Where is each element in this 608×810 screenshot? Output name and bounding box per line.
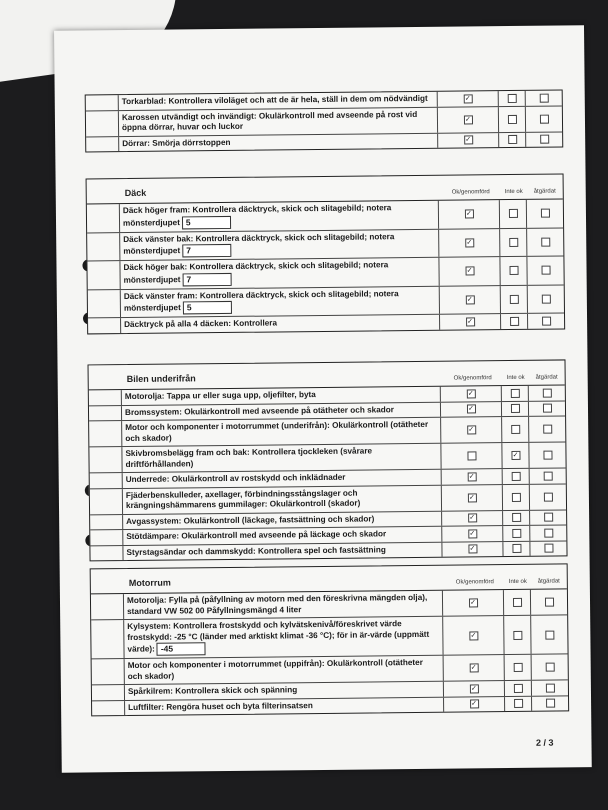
status-cell — [500, 257, 527, 285]
checklist-row — [91, 589, 567, 619]
status-cell — [442, 469, 503, 484]
checklist-row — [87, 227, 563, 260]
row-description-text: Motor och komponenter i motorrummet (uppifrån): Okulärkontroll (otätheter och skador) — [127, 657, 423, 681]
row-index-cell — [89, 421, 122, 446]
checkbox-ok[interactable]: ✓ — [469, 545, 476, 553]
checkbox-ok[interactable] — [467, 451, 476, 460]
checkbox-inte-ok[interactable] — [512, 598, 521, 607]
checkbox-inte-ok[interactable] — [511, 472, 520, 481]
row-description-text: Avgassystem: Okulärkontroll (läckage, fastsättning och skador) — [126, 513, 375, 526]
row-index-cell — [92, 701, 125, 716]
checkbox-inte-ok[interactable] — [511, 492, 520, 501]
status-cell — [504, 616, 531, 654]
checkbox-atgardat[interactable] — [546, 699, 555, 708]
checkbox-atgardat[interactable] — [541, 237, 550, 246]
checkbox-atgardat[interactable] — [545, 630, 554, 639]
status-cell — [442, 485, 503, 511]
checkbox-atgardat[interactable] — [539, 93, 548, 102]
row-description-text: Motorolja: Tappa ur eller suga upp, oljefilter, byta — [124, 390, 316, 402]
row-description-text: Luftfilter: Rengöra huset och byta filterinsatsen — [128, 700, 313, 712]
row-description — [124, 617, 443, 658]
checkbox-inte-ok[interactable] — [512, 544, 521, 553]
checklist-row — [89, 415, 565, 446]
status-cell — [526, 106, 562, 131]
status-cell — [530, 468, 566, 483]
status-cell — [444, 681, 505, 696]
section-engine-bay — [90, 563, 570, 716]
row-description — [121, 315, 440, 333]
status-cell — [438, 133, 499, 148]
checkbox-ok[interactable]: ✓ — [468, 473, 475, 481]
checkbox-inte-ok[interactable] — [512, 529, 521, 538]
status-cell — [530, 510, 566, 525]
status-cell — [502, 417, 529, 442]
measured-value-field[interactable]: 7 — [182, 244, 231, 258]
checkbox-ok[interactable]: ✓ — [471, 700, 478, 708]
col-header-atgardat: åtgärdat — [535, 374, 558, 381]
status-cell — [531, 589, 567, 614]
status-cell — [499, 91, 526, 106]
row-index-cell — [90, 530, 123, 545]
checkbox-ok[interactable]: ✓ — [466, 239, 473, 247]
checkbox-ok[interactable]: ✓ — [465, 136, 472, 144]
checkbox-ok[interactable]: ✓ — [469, 514, 476, 522]
row-description — [125, 656, 444, 684]
row-index-cell — [87, 204, 120, 232]
checklist-row — [92, 653, 568, 684]
status-cell — [503, 469, 530, 484]
checkbox-inte-ok[interactable] — [508, 135, 517, 144]
row-index-cell — [91, 594, 124, 619]
row-index-cell — [90, 546, 123, 561]
checkbox-ok[interactable]: ✓ — [465, 210, 472, 218]
checkbox-atgardat[interactable] — [543, 451, 552, 460]
status-cell — [443, 616, 504, 655]
checklist-row — [90, 483, 566, 514]
checkbox-inte-ok[interactable] — [509, 238, 518, 247]
checkbox-ok[interactable]: ✓ — [464, 95, 471, 103]
measured-value-field[interactable]: -45 — [157, 642, 206, 656]
checklist-row — [91, 614, 567, 658]
measured-value-field[interactable]: 5 — [182, 215, 231, 229]
row-index-cell — [91, 620, 124, 658]
row-description-text: Fjäderbenskulleder, axellager, förbindningsstångslager och krängningshämmarens gummilager: Okulärkontroll (skador) — [125, 488, 361, 511]
checkbox-atgardat[interactable] — [544, 544, 553, 553]
row-description-text: Motor och komponenter i motorrummet (underifrån): Okulärkontroll (otätheter och skador) — [125, 419, 429, 443]
checkbox-inte-ok[interactable] — [513, 684, 522, 693]
checkbox-ok[interactable]: ✓ — [466, 267, 473, 275]
status-cell — [530, 541, 566, 556]
checkbox-inte-ok[interactable] — [507, 114, 516, 123]
status-cell — [439, 229, 500, 257]
checkbox-inte-ok[interactable] — [510, 404, 519, 413]
checkbox-ok[interactable]: ✓ — [467, 390, 474, 398]
section-title: Däck — [124, 187, 147, 199]
row-index-cell — [89, 406, 122, 421]
row-description — [120, 229, 439, 260]
checkbox-atgardat[interactable] — [543, 471, 552, 480]
status-cell — [499, 132, 526, 147]
col-header-ok: Ok/genomförd — [455, 578, 494, 586]
row-description-text: Däck vänster bak: Kontrollera däcktryck, skick och slitagebild; notera mönsterdjupet — [123, 231, 395, 256]
col-header-inte-ok: Inte ok — [506, 374, 525, 381]
checkbox-inte-ok[interactable] — [513, 630, 522, 639]
checkbox-inte-ok[interactable] — [513, 663, 522, 672]
row-description-text: Bromssystem: Okulärkontroll med avseende på otätheter och skador — [124, 404, 394, 417]
checkbox-atgardat[interactable] — [542, 388, 551, 397]
row-index-cell — [90, 473, 123, 488]
checkbox-inte-ok[interactable] — [509, 266, 518, 275]
status-cell — [441, 443, 502, 469]
status-cell — [503, 541, 530, 556]
checkbox-inte-ok[interactable] — [511, 425, 520, 434]
status-cell — [505, 655, 532, 680]
checklist-row — [86, 105, 562, 136]
checkbox-inte-ok[interactable]: ✓ — [512, 451, 519, 459]
row-index-cell — [88, 318, 121, 333]
checkbox-ok[interactable]: ✓ — [468, 405, 474, 413]
checkbox-inte-ok[interactable] — [510, 389, 519, 398]
measured-value-field[interactable]: 5 — [183, 301, 232, 315]
col-header-ok: Ok/genomförd — [453, 374, 492, 382]
checkbox-ok[interactable]: ✓ — [470, 685, 477, 693]
row-description-text: Karossen utvändigt och invändigt: Okulärkontroll med avseende på rost vid öppna dörrar, huvar och luckor — [121, 109, 418, 133]
status-cell — [529, 416, 565, 441]
row-description-text: Spårkilrem: Kontrollera skick och spänning — [127, 685, 298, 697]
checkbox-atgardat[interactable] — [540, 135, 549, 144]
row-index-cell — [87, 261, 120, 289]
checkbox-inte-ok[interactable] — [512, 513, 521, 522]
row-description-text: Skivbromsbelägg fram och bak: Kontrollera tjockleken (svårare driftförhållanden) — [125, 446, 373, 469]
col-header-inte-ok: Inte ok — [504, 188, 523, 195]
row-description — [120, 201, 439, 232]
row-index-cell — [90, 515, 123, 530]
row-description-text: Däck höger bak: Kontrollera däcktryck, skick och slitagebild; notera mönsterdjupet — [123, 260, 389, 285]
checkbox-atgardat[interactable] — [544, 598, 553, 607]
checkbox-inte-ok[interactable] — [510, 317, 519, 326]
status-cell — [502, 386, 529, 401]
checkbox-inte-ok[interactable] — [509, 295, 518, 304]
row-description — [122, 418, 441, 446]
status-cell — [440, 286, 501, 314]
row-index-cell — [92, 659, 125, 684]
checkbox-atgardat[interactable] — [541, 294, 550, 303]
status-cell — [503, 510, 530, 525]
row-description-text: Stötdämpare: Okulärkontroll med avseende på läckage och skador — [126, 529, 387, 542]
status-cell — [503, 526, 530, 541]
row-description-text: Däcktryck på alla 4 däcken: Kontrollera — [124, 318, 278, 330]
checkbox-ok[interactable]: ✓ — [470, 664, 477, 672]
status-cell — [526, 90, 562, 105]
status-cell — [500, 228, 527, 256]
row-description-text: Däck höger fram: Kontrollera däcktryck, skick och slitagebild; notera mönsterdjupet — [122, 203, 392, 228]
row-description — [124, 591, 443, 619]
row-index-cell — [86, 95, 119, 110]
checkbox-atgardat[interactable] — [545, 663, 554, 672]
row-index-cell — [86, 111, 119, 136]
checklist-row — [88, 284, 564, 317]
checkbox-inte-ok[interactable] — [507, 94, 516, 103]
checkbox-atgardat[interactable] — [542, 404, 551, 413]
status-cell — [500, 200, 527, 228]
status-cell — [501, 314, 528, 329]
status-cell — [442, 511, 503, 526]
status-cell — [503, 484, 530, 509]
col-header-ok: Ok/genomförd — [451, 188, 490, 196]
row-description-text: Kylsystem: Kontrollera frostskydd och kylvätskenivå/föreskrivet värde frostskydd: -25 °C (länder med arktiskt klimat -36 °C); för in är-värde (uppmätt värde): — [127, 619, 430, 654]
row-description-text: Styrstagsändar och dammskydd: Kontrollera spel och fastsättning — [126, 544, 386, 557]
col-header-inte-ok: Inte ok — [508, 578, 527, 585]
row-description — [125, 697, 444, 715]
checkbox-inte-ok[interactable] — [514, 699, 523, 708]
row-description-text: Däck vänster fram: Kontrollera däcktryck, skick och slitagebild; notera mönsterdjupet — [123, 288, 399, 313]
row-description-text: Torkarblad: Kontrollera viloläget och att de är hela, ställ in dem om nödvändigt — [121, 93, 428, 107]
checklist-page — [54, 25, 592, 773]
checklist-row — [87, 255, 563, 288]
status-cell — [438, 91, 499, 106]
status-cell — [440, 314, 501, 329]
status-cell — [529, 385, 565, 400]
row-description-text: Motorolja: Fylla på (påfyllning av motorn med den föreskrivna mängden olja), standard VW 502 00 Påfyllningsmängd 4 liter — [126, 592, 428, 616]
checkbox-atgardat[interactable] — [543, 425, 552, 434]
status-cell — [442, 542, 503, 557]
checkbox-ok[interactable]: ✓ — [468, 493, 475, 501]
status-cell — [528, 285, 564, 313]
status-cell — [529, 442, 565, 467]
row-description — [121, 286, 440, 317]
status-cell — [439, 200, 500, 228]
status-cell — [442, 526, 503, 541]
status-cell — [499, 106, 526, 131]
row-description — [119, 133, 438, 151]
status-cell — [502, 443, 529, 468]
row-description-text: Underrede: Okulärkontroll av rostskydd och inklädnader — [125, 472, 346, 485]
row-description — [123, 542, 442, 560]
checklist-row — [87, 199, 563, 231]
status-cell — [530, 484, 566, 509]
status-cell — [504, 590, 531, 615]
checkbox-ok[interactable]: ✓ — [468, 426, 475, 434]
status-cell — [532, 680, 568, 695]
status-cell — [531, 615, 567, 653]
status-cell — [529, 401, 565, 416]
status-cell — [441, 402, 502, 417]
row-description — [122, 444, 441, 472]
checkbox-atgardat[interactable] — [540, 209, 549, 218]
row-index-cell — [89, 447, 122, 472]
status-cell — [528, 313, 564, 328]
status-cell — [444, 655, 505, 681]
section-underbody — [88, 359, 568, 561]
section-title: Motorrum — [128, 577, 171, 589]
checkbox-ok[interactable]: ✓ — [469, 530, 476, 538]
checklist-row — [89, 441, 565, 472]
status-cell — [438, 107, 499, 133]
status-cell — [527, 228, 563, 256]
row-index-cell — [86, 137, 119, 152]
status-cell — [443, 590, 504, 616]
status-cell — [527, 199, 563, 227]
section-title: Bilen underifrån — [126, 373, 196, 385]
row-description-text: Dörrar: Smörja dörrstoppen — [122, 137, 231, 148]
checkbox-atgardat[interactable] — [544, 513, 553, 522]
row-index-cell — [88, 290, 121, 318]
row-description — [123, 485, 442, 513]
status-cell — [505, 696, 532, 711]
page-number: 2 / 3 — [535, 737, 554, 748]
row-index-cell — [90, 489, 123, 514]
status-cell — [501, 285, 528, 313]
row-index-cell — [92, 685, 125, 700]
status-cell — [441, 386, 502, 401]
checkbox-ok[interactable]: ✓ — [470, 599, 477, 607]
checkbox-ok[interactable]: ✓ — [464, 115, 471, 123]
row-description — [119, 107, 438, 135]
checkbox-atgardat[interactable] — [539, 114, 548, 123]
checkbox-atgardat[interactable] — [542, 316, 551, 325]
row-description — [120, 258, 439, 289]
section-tires — [86, 173, 566, 333]
status-cell — [526, 132, 562, 147]
checkbox-atgardat[interactable] — [545, 683, 554, 692]
checkbox-atgardat[interactable] — [544, 528, 553, 537]
status-cell — [530, 525, 566, 540]
status-cell — [532, 654, 568, 679]
row-index-cell — [87, 233, 120, 261]
status-cell — [505, 681, 532, 696]
checkbox-inte-ok[interactable] — [508, 209, 517, 218]
measured-value-field[interactable]: 7 — [182, 272, 231, 286]
checkbox-atgardat[interactable] — [543, 492, 552, 501]
col-header-atgardat: åtgärdat — [537, 578, 560, 585]
row-index-cell — [89, 390, 122, 405]
status-cell — [532, 696, 568, 711]
status-cell — [502, 401, 529, 416]
checkbox-ok[interactable]: ✓ — [466, 296, 473, 304]
status-cell — [439, 257, 500, 285]
col-header-atgardat: åtgärdat — [533, 188, 556, 195]
status-cell — [527, 256, 563, 284]
checkbox-atgardat[interactable] — [541, 266, 550, 275]
checkbox-ok[interactable]: ✓ — [470, 631, 477, 639]
section-body-exterior — [85, 89, 564, 152]
status-cell — [444, 697, 505, 712]
checkbox-ok[interactable]: ✓ — [467, 318, 474, 326]
status-cell — [441, 417, 502, 443]
